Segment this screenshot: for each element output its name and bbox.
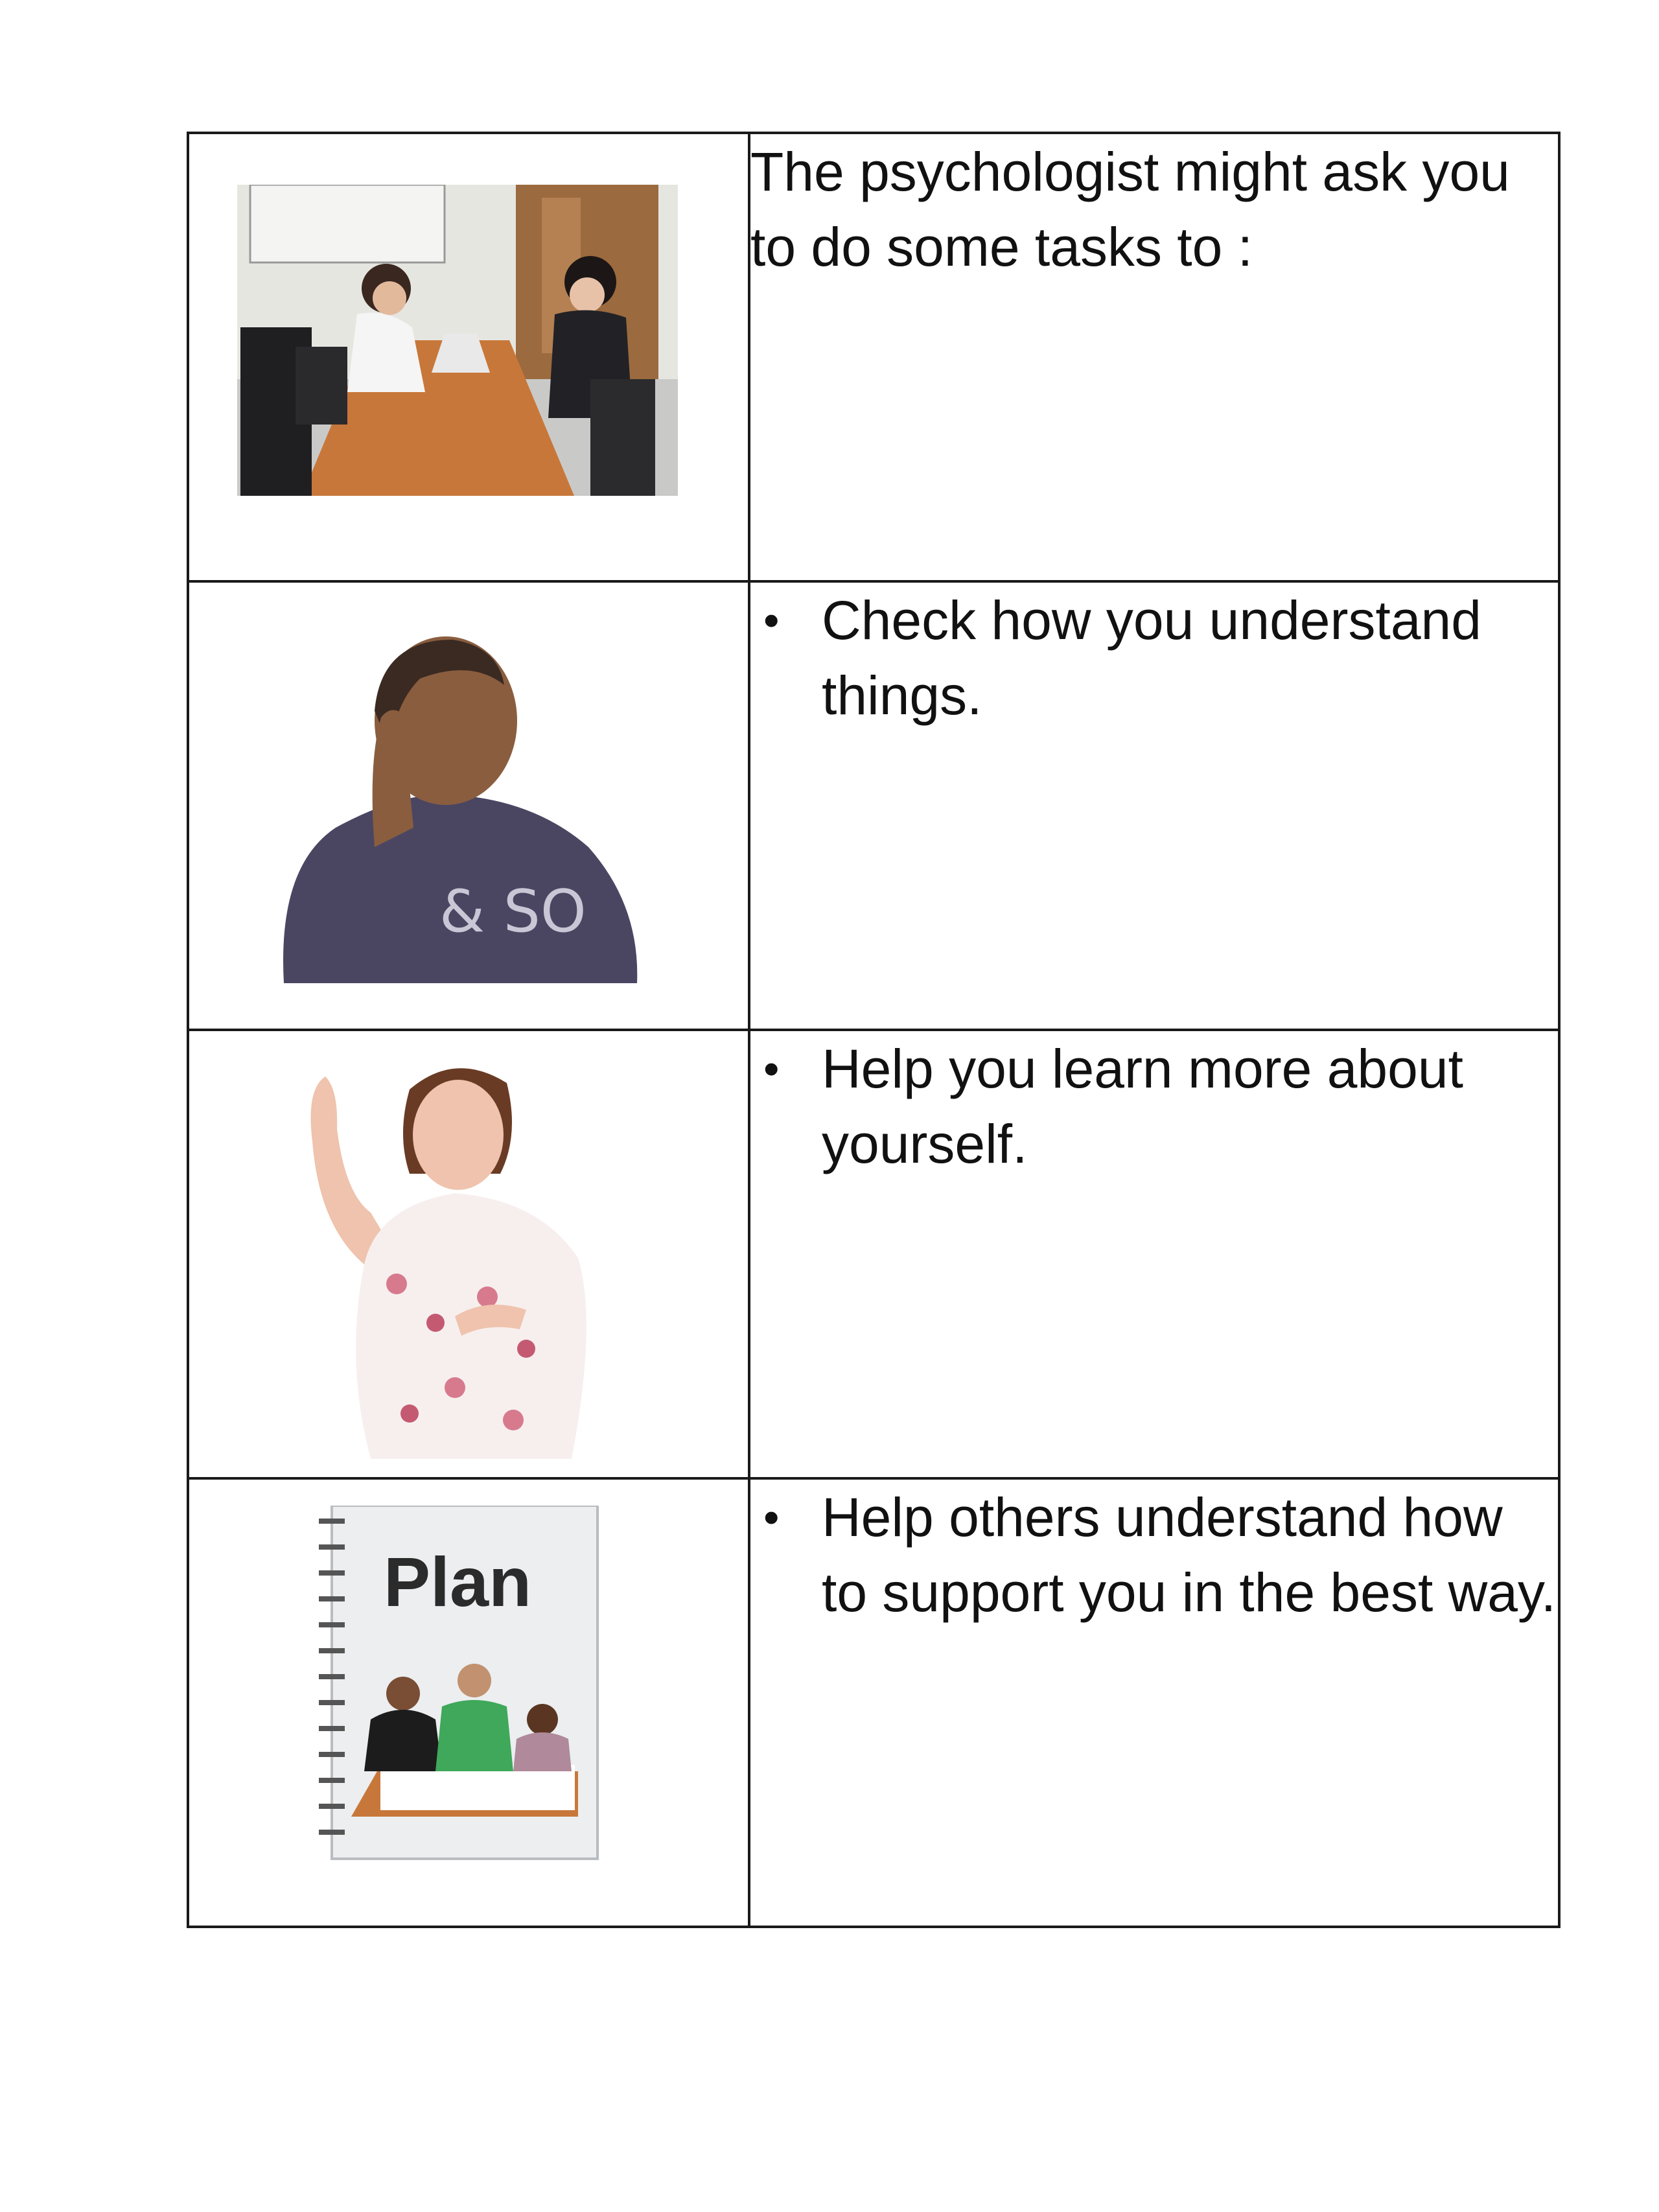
sweater-text: & SO: [439, 878, 586, 946]
bullet-list: [750, 1480, 1558, 1630]
table-row: [188, 1030, 1559, 1478]
text-cell: [749, 1478, 1559, 1927]
table-row: [188, 133, 1559, 581]
text-cell: [749, 581, 1559, 1030]
bullet-item: • Check how you understand things.: [750, 583, 1558, 733]
bullet-list: [750, 583, 1558, 733]
picture-cell: [188, 1478, 749, 1927]
bullet-item: • Help others understand how to support you in the best way.: [750, 1480, 1558, 1630]
bullet-item: • Help you learn more about yourself.: [750, 1031, 1558, 1182]
picture-cell: [188, 133, 749, 581]
easy-read-table: [187, 132, 1560, 1928]
plan-label: Plan: [384, 1543, 532, 1621]
picture-cell: [188, 1030, 749, 1478]
bullet-list: [750, 1031, 1558, 1182]
picture-cell: [188, 581, 749, 1030]
waving-woman-icon: [293, 1051, 630, 1459]
meeting-photo-icon: [237, 185, 678, 496]
intro-text: The psychologist might ask you to do some tasks to :: [750, 141, 1510, 277]
text-cell: [749, 133, 1559, 581]
text-cell: [749, 1030, 1559, 1478]
thinking-man-icon: [277, 633, 640, 983]
plan-notebook-icon: [319, 1506, 604, 1869]
table-row: [188, 581, 1559, 1030]
table-row: [188, 1478, 1559, 1927]
